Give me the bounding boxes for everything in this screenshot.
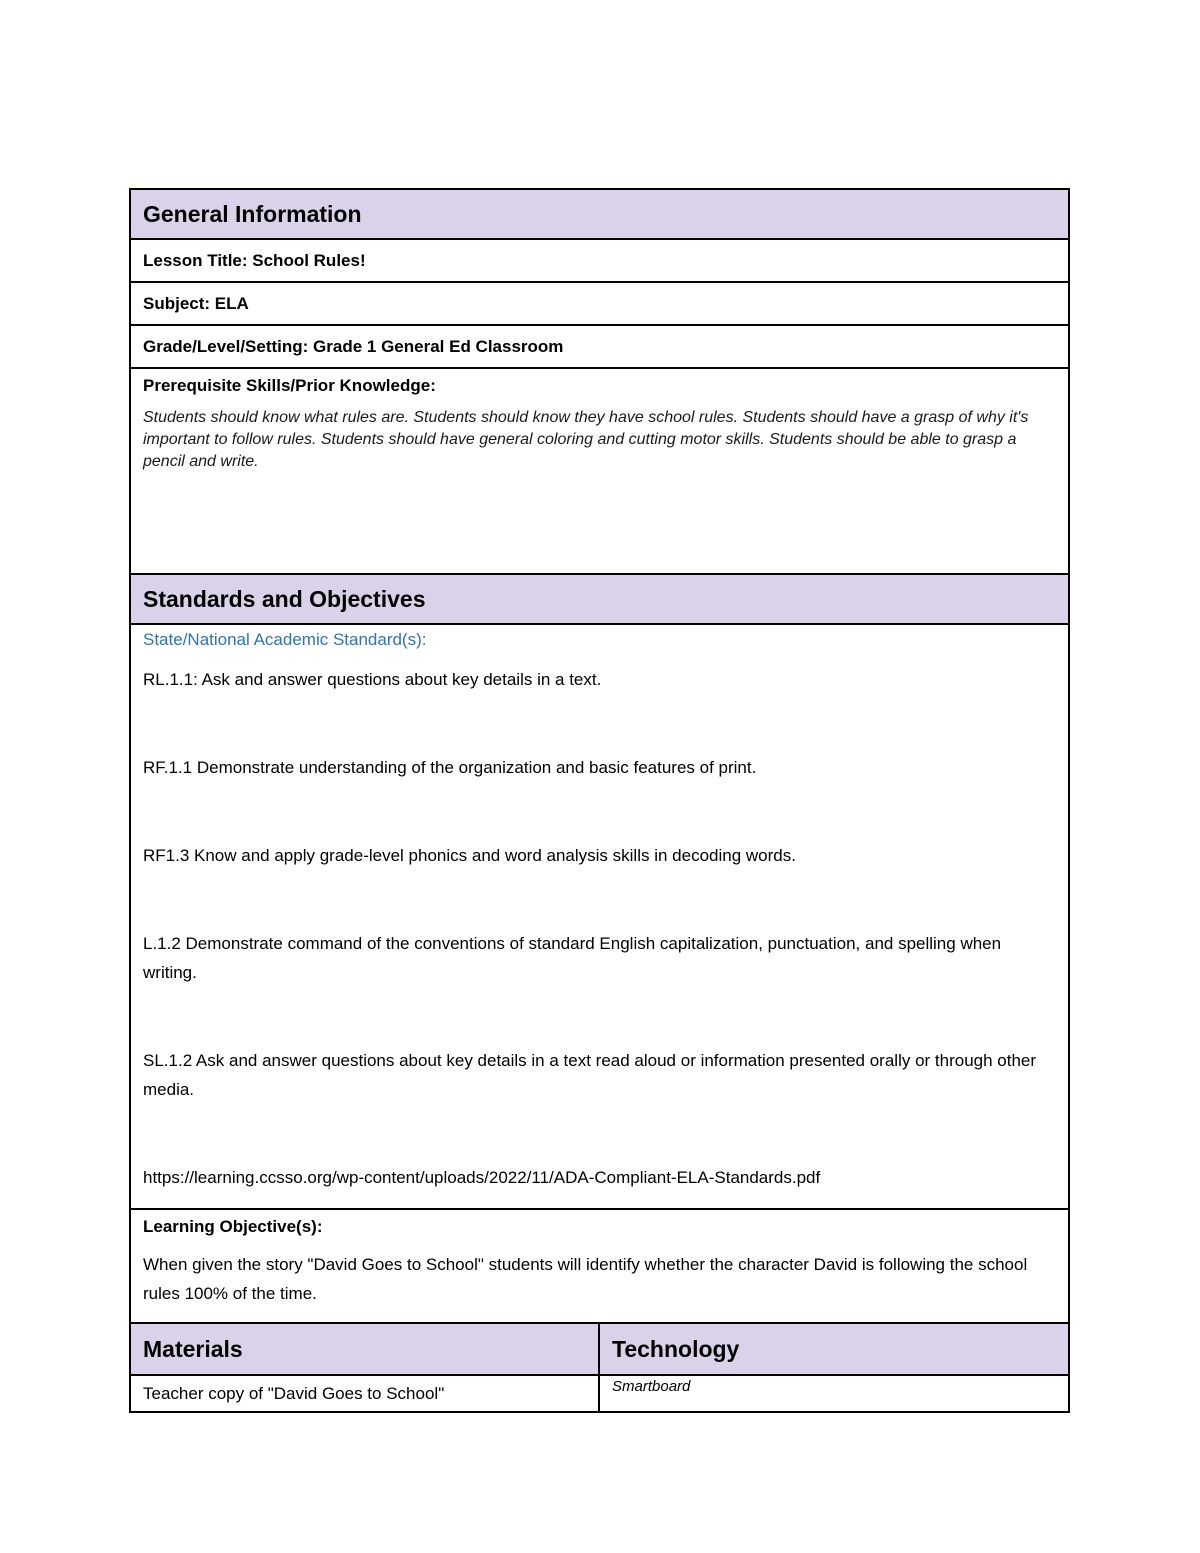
standards-section (131, 625, 1068, 1210)
prerequisite-section (131, 369, 1068, 575)
learning-objective-text: When given the story "David Goes to School" students will identify whether the character David is following the school rules 100% of the time. (143, 1255, 1028, 1303)
subject: Subject: ELA (131, 283, 1068, 326)
prerequisite-text: Students should know what rules are. Students should know they have school rules. Students should have a grasp of why it's important to follow rules. Students should have general coloring and cutting motor skills. Students should be able to grasp a pencil and write. (143, 409, 1029, 470)
standard-item: L.1.2 Demonstrate command of the conventions of standard English capitalization, punctuation, and spelling when writing. (143, 934, 1002, 982)
lesson-plan-table (129, 188, 1070, 1413)
standard-item: RF1.3 Know and apply grade-level phonics and word analysis skills in decoding words. (143, 846, 796, 865)
grade-level-setting: Grade/Level/Setting: Grade 1 General Ed Classroom (131, 326, 1068, 369)
standards-source-url: https://learning.ccsso.org/wp-content/uploads/2022/11/ADA-Compliant-ELA-Standards.pdf (143, 1168, 821, 1187)
standards-label: State/National Academic Standard(s): (143, 630, 427, 649)
technology-item: Smartboard (612, 1378, 691, 1395)
learning-objective-section (131, 1210, 1068, 1324)
materials-heading: Materials (131, 1324, 600, 1374)
materials-technology-header (131, 1324, 1068, 1376)
materials-item: Teacher copy of "David Goes to School" (131, 1376, 600, 1411)
learning-objective-label: Learning Objective(s): (143, 1217, 323, 1236)
materials-technology-body (131, 1376, 1068, 1411)
standards-objectives-heading: Standards and Objectives (131, 575, 1068, 625)
general-information-heading: General Information (131, 190, 1068, 240)
technology-heading: Technology (612, 1335, 740, 1362)
standard-item: RL.1.1: Ask and answer questions about key details in a text. (143, 670, 602, 689)
standard-item: RF.1.1 Demonstrate understanding of the organization and basic features of print. (143, 758, 757, 777)
standard-item: SL.1.2 Ask and answer questions about key details in a text read aloud or information presented orally or through other media. (143, 1051, 1037, 1099)
lesson-title: Lesson Title: School Rules! (131, 240, 1068, 283)
prerequisite-label: Prerequisite Skills/Prior Knowledge: (143, 376, 436, 395)
